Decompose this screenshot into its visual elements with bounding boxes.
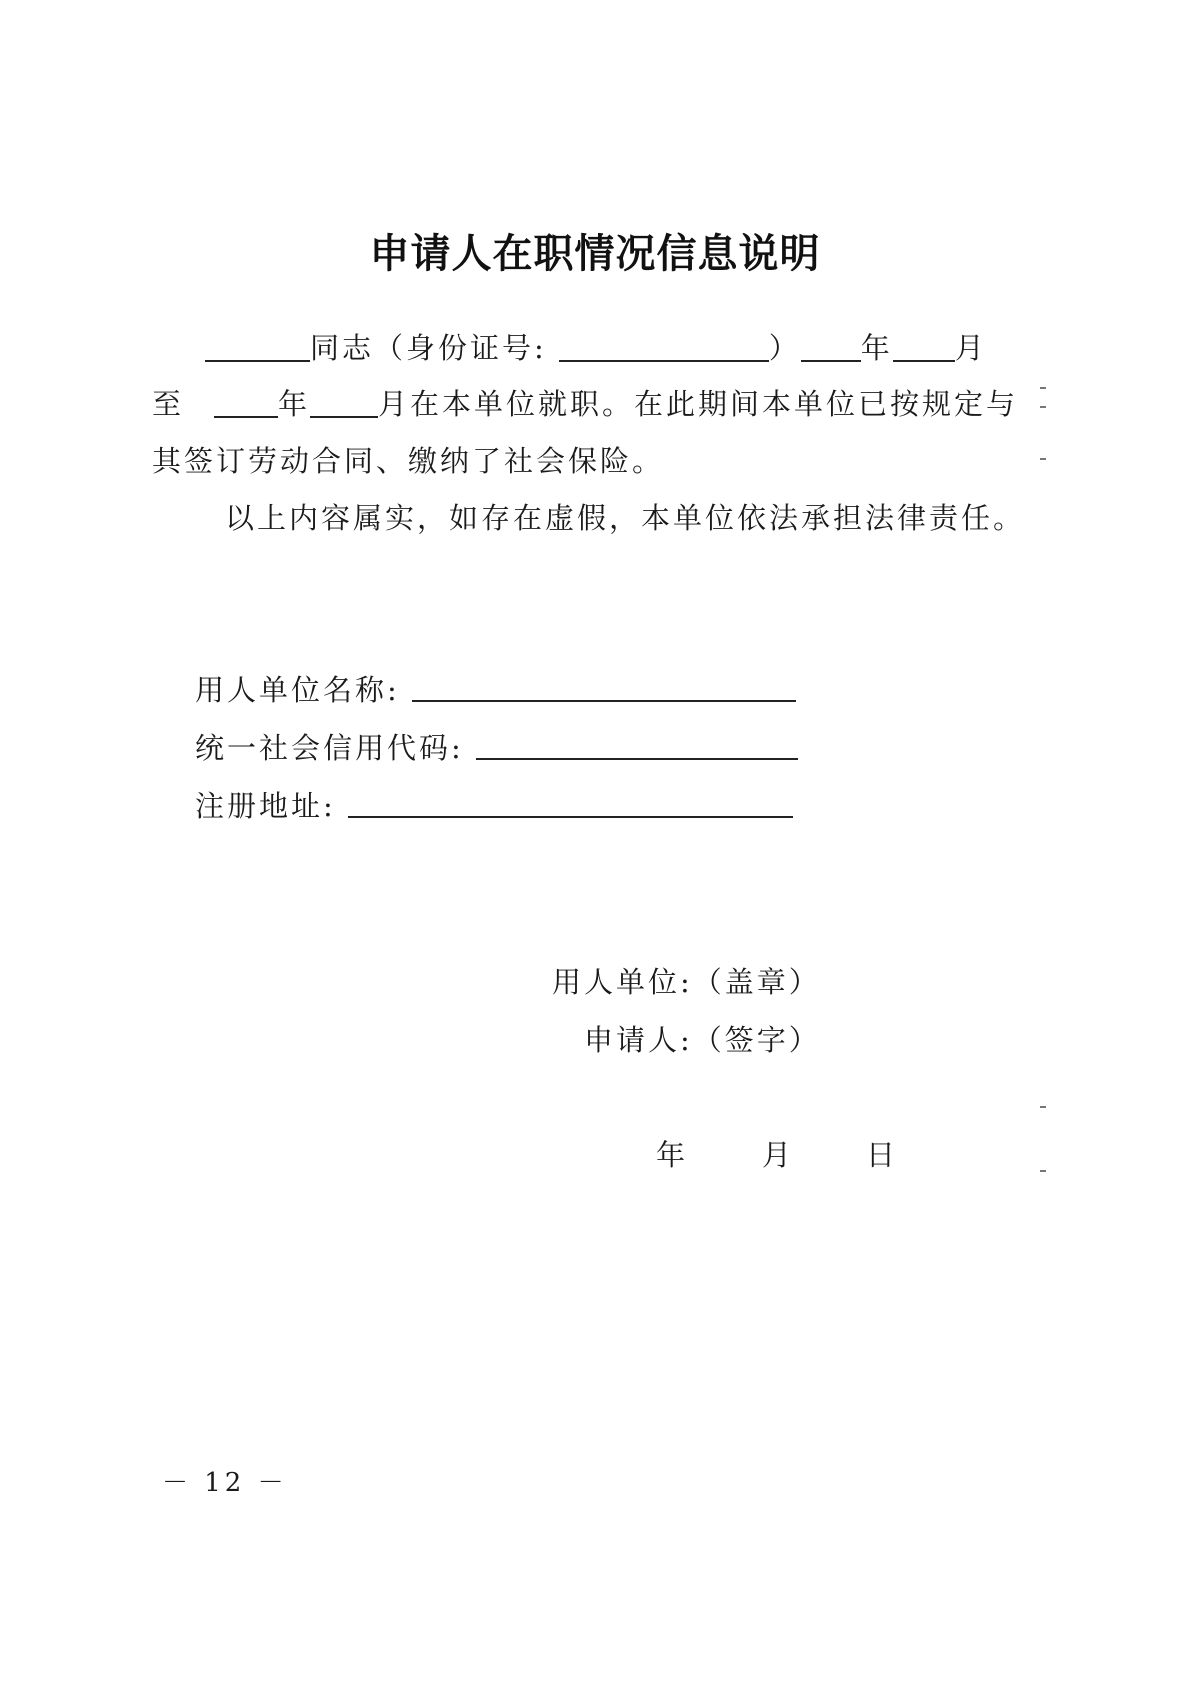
employer-name-blank[interactable] — [412, 674, 796, 702]
employer-name-label: 用人单位名称: — [195, 673, 400, 707]
date-year: 年 — [656, 1138, 689, 1172]
date-day: 日 — [866, 1138, 899, 1172]
name-blank[interactable] — [205, 334, 310, 362]
end-year-blank[interactable] — [214, 390, 278, 418]
year2-label: 年 — [278, 387, 311, 421]
end-month-blank[interactable] — [310, 390, 378, 418]
applicant-signature-line[interactable]: 申请人:（签字） — [584, 1023, 821, 1057]
close-paren: ） — [768, 331, 801, 365]
to-label: 至 — [152, 387, 185, 421]
credit-code-row — [195, 730, 798, 766]
scan-speck — [1040, 1106, 1046, 1108]
month-label: 月 — [954, 331, 987, 365]
start-month-blank[interactable] — [893, 334, 955, 362]
para1-line1 — [205, 330, 987, 366]
para2: 以上内容属实，如存在虚假，本单位依法承担法律责任。 — [225, 501, 1026, 535]
employer-seal-line[interactable]: 用人单位:（盖章） — [552, 965, 821, 999]
start-year-blank[interactable] — [801, 334, 861, 362]
year-label: 年 — [860, 331, 893, 365]
address-row — [195, 788, 793, 824]
employer-name-row — [195, 672, 796, 708]
credit-code-label: 统一社会信用代码: — [195, 731, 464, 765]
scan-speck — [1040, 458, 1046, 460]
month-tail-text: 月在本单位就职。在此期间本单位已按规定与 — [378, 387, 1019, 421]
document-title: 申请人在职情况信息说明 — [369, 231, 821, 277]
scan-speck — [1040, 1170, 1046, 1172]
address-label: 注册地址: — [195, 789, 336, 823]
scan-speck — [1040, 406, 1046, 408]
address-blank[interactable] — [348, 790, 793, 818]
scan-speck — [1040, 387, 1046, 389]
credit-code-blank[interactable] — [476, 732, 798, 760]
id-number-blank[interactable] — [559, 334, 769, 362]
page-number: － 12 － — [162, 1468, 288, 1498]
comrade-label: 同志（身份证号: — [310, 331, 547, 365]
date-month: 月 — [762, 1138, 795, 1172]
para1-line2 — [152, 386, 1018, 422]
para1-line3: 其签订劳动合同、缴纳了社会保险。 — [152, 444, 665, 478]
